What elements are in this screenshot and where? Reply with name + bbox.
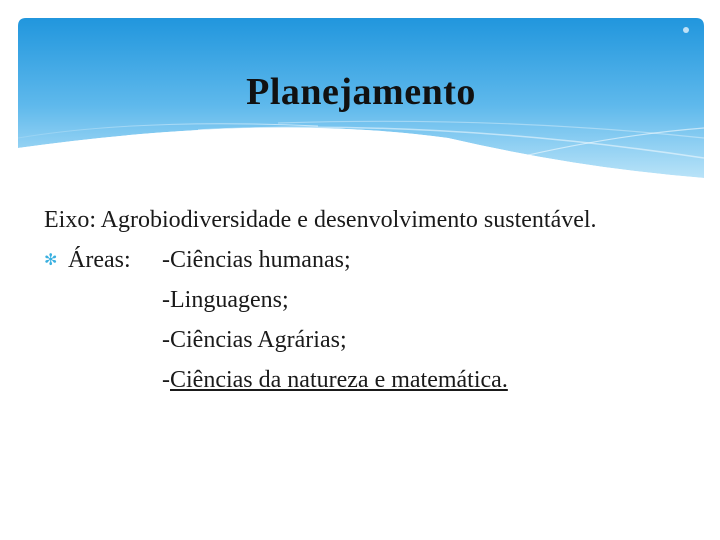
content-body xyxy=(44,200,704,400)
area-item xyxy=(44,360,704,400)
header-banner xyxy=(18,18,704,193)
areas-row xyxy=(44,240,704,280)
area-item-prefix: - xyxy=(162,367,170,393)
area-item: -Ciências humanas; xyxy=(162,247,351,273)
slide-title: Planejamento xyxy=(246,71,476,113)
area-item-link[interactable]: Ciências da natureza e matemática. xyxy=(170,367,508,393)
areas-label: Áreas: xyxy=(68,247,131,273)
area-item: -Ciências Agrárias; xyxy=(162,327,347,353)
eixo-line: Eixo: Agrobiodiversidade e desenvolvimento sustentável. xyxy=(44,207,597,233)
asterisk-bullet-icon: ✻ xyxy=(44,250,58,269)
area-item: -Linguagens; xyxy=(162,287,289,313)
